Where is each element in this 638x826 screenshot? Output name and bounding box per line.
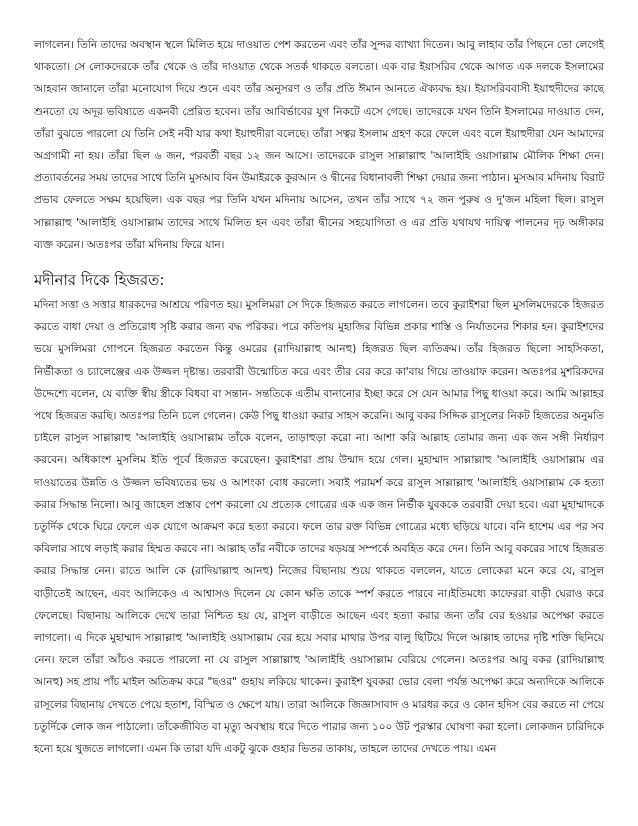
section-heading: মদীনার দিকে হিজরত: bbox=[34, 271, 165, 290]
paragraph-hijrat: মদিনা সত্তা ও সত্তার ধারকদের আশ্রয়ে পরিণত হয়। মুসলিমরা সে দিকে হিজরত করতে লাগলেন। তবে কুরাইশরা ছিল মুসলিমদেরকে হিজরত করতে বাধা দেয়া ও প্রতিরোধ সৃষ্টি করার জন্য বদ্ধ পরিকর। পরে কতিপয় মুহাজির বিভিন্ন প্রকার শাস্তি ও নির্যাতনের শিকার হন। কুরাইশদের ভয়ে মুসলিমরা গোপনে হিজরত করতেন কিন্তু ওমরের (রাদিয়াল্লাহু আনহু) হিজরত ছিল ব্যতিক্রম। তাঁর হিজরত ছিলো সাহসিকতা, নির্ভীকতা ও চ্যালেঞ্জের এক উজ্জল দৃষ্টান্ত। তরবারী উন্মোচিত করে এবং তীর বের করে কা'বায় গিয়ে তাওয়াফ করেন। অতঃপর মুশরিকদের উদ্দেশ্যে বলেন, যে ব্যক্তি স্বীয় স্ত্রীকে বিধবা বা সন্তান- সন্ততিকে এতীম বানানোর ইচ্ছা করে সে যেন আমার পিছু ধাওয়া করে। আমি আল্লাহর পথে হিজরত করছি। অতঃপর তিনি চলে গেলেন। কেউ পিছু ধাওয়া করার সাহস করেনি। আবু বকর সিদ্দিক রাসূলের নিকট হিজতের অনুমতি চাইলে রাসুল সাল্লাল্লাহু 'আলাইহি ওয়াসাল্লাম তাঁকে বলেন, তাড়াহুড়া করো না। আশা করি আল্লাহ তোমার জন্য এক জন সঙ্গী নির্ধারণ করবেন। অধিকাংশ মুসলিম ইতি পূর্বে হিজরত করেছেন। কুরাইশরা প্রায় উন্মাদ হয়ে গেল। মুহাম্মাদ সাল্লাল্লাহু 'আলাইহি ওয়াসাল্লাম এর দাওয়াতের উন্নতি ও উজ্জল ভবিষ্যতের ভয় ও আশংকা বোধ করলো। সবাই পরামর্শ করে রাসুল সাল্লাল্লাহু 'আলাইহি ওয়াসাল্লাম কে হত্যা করার সিদ্ধান্ত নিলো। আবু জাহেল প্রস্তাব পেশ করলো যে প্রত্যেক গোত্রের এক এক জন নির্ভীক যুবককে তরবারী দেয়া হবে। এরা মুহাম্মাদকে চতুর্দিক থেকে ঘিরে ফেলে এক যোগে আক্রমণ করে হত্যা করবে। ফলে তার রক্ত বিভিন্ন গোত্রের মধ্যে ছড়িয়ে যাবে। বনি হাশেম এর পর সব কবিলার সাথে লড়াই করার হিম্মত করবে না। আল্লাহ তাঁর নবীকে তাদের ষড়যন্ত্র সম্পর্কে অবহিত করে দেন। তিনি আবু বকরের সাথে হিজরত করার সিদ্ধান্ত নেন। রাতে আলি কে (রাদিয়াল্লাহু আনহু) নিজের বিছানায় শুয়ে থাকতে বললেন, যাতে লোকেরা মনে করে যে, রাসুল বাড়ীতেই আছেন, এবং আলিকেও এ আশ্বাসও দিলেন যে কোন ক্ষতি তাকে স্পর্শ করতে পারবে না।ইতিমধ্যে কাফেররা বাড়ী ঘেরাও করে ফেলেছে। বিছানায় আলিকে দেখে তারা নিশ্চিত হয় যে, রাসুল বাড়ীতে আছেন এবং হত্যা করার জন্য তাঁর বের হওয়ার অপেক্ষা করতে লাগলো। এ দিকে মুহাম্মাদ সাল্লাল্লাহু 'আলাইহি ওয়াসাল্লাম বের হয়ে সবার মাথার উপর বালু ছিটিয়ে দিলে আল্লাহ তাদের দৃষ্টি শক্তি ছিনিয়ে নেন। ফলে তাঁরা আঁচও করতে পারলো না যে রাসুল সাল্লাল্লাহু 'আলাইহি ওয়াসাল্লাম বেরিয়ে গেলেন। অতঃপর আবু বকর (রাদিয়াল্লাহু আনহু) সহ প্রায় পাঁচ মাইল অতিক্রম করে "ছওর" গুহায় লকিয়ে থাকেন। কুরাইশ যুবকরা ভোর বেলা পর্যন্ত অপেক্ষা করে অন্যদিকে আলিকে রাসূলের বিছানায় দেখতে পেয়ে হতাশ, বিস্মিত ও ক্ষেপে যায়। তারা আলিকে জিজ্ঞাসাবাদ ও মারধর করে ও কোন হদিস বের করতে না পেয়ে চতুর্দিকে লোক জন পাঠালো। তাঁকেজীবিত বা মৃত্যু অবস্থায় ধরে দিতে পারার জন্য ১০০ উট পুরস্কার ঘোষণা করা হলো। লোকজন চারিদিকে হন্যে হয়ে খুজতে লাগলো। এমন কি তারা যদি একটু ঝুকে গুহার ভিতর তাকায়, তাহলে তাদের দেখতে পায়। এমন bbox=[34, 299, 604, 756]
paragraph-intro: লাগলেন। তিনি তাদের অবস্থান স্থলে মিলিত হয়ে দাওয়াত পেশ করতেন এবং তাঁর সুন্দর ব্যাখ্যা দিতেন। আবু লাহাব তাঁর পিছনে তো লেগেই থাকতো। সে লোকদেরকে তাঁর থেকে ও তাঁর দাওয়াত থেকে সতর্ক থাকতে বলতো। এক বার ইয়াসরিব থেকে আগত এক দলকে ইসলামের আহবান জানালে তাঁরা মনোযোগ দিয়ে শুনে এবং তাঁর অনুসরণ ও তাঁর প্রতি ঈমান আনতে ঐক্যবদ্ধ হয়। ইয়াসরিববাসী ইয়াহুদীদের কাছে শুনতো যে অদূর ভবিষ্যতে একনবী প্রেরিত হবেন। তাঁর আবির্ভাবের যুগ নিকটে এসে গেছে। তাদেরকে যখন তিনি ইসলামের দাওয়াত দেন, তাঁরা বুঝতে পারলো যে তিনি সেই নবী যার কথা ইয়াহুদীরা বলেছে। তাঁরা সত্বর ইসলাম গ্রহণ করে ফেলে এবং বলে ইয়াহুদীরা যেন আমাদের অগ্রগামী না হয়। তাঁরা ছিল ৬ জন, পরবর্তী বছর ১২ জন আসে। তাদেরকে রাসুল সাল্লাল্লাহু 'আলাইহি ওয়াসাল্লাম মৌলিক শিক্ষা দেন। প্রত্যাবর্তনের সময় তাদের সাথে তিনি মুসআব বিন উমাইরকে কুরআন ও দ্বীনের বিধানাবলী শিক্ষা দেয়ার জন্য পাঠান। মুসআব মদিনায় বিরাট প্রভাব ফেলতে সক্ষম হয়েছিল। এক বছর পর তিনি যখন মদিনায় আসেন, তখন তাঁর সাথে ৭২ জন পুরুষ ও দু'জন মহিলা ছিল। রাসুল সাল্লাল্লাহু 'আলাইহি ওয়াসাল্লাম তাদের সাথে মিলিত হন এবং তাঁরা দ্বীনের সহযোগিতা ও এর প্রতি যথাযথ দায়িত্ব পালনের দৃঢ় অঙ্গীকার ব্যক্ত করেন। অতঃপর তাঁরা মদিনায় ফিরে যান। bbox=[34, 39, 604, 251]
